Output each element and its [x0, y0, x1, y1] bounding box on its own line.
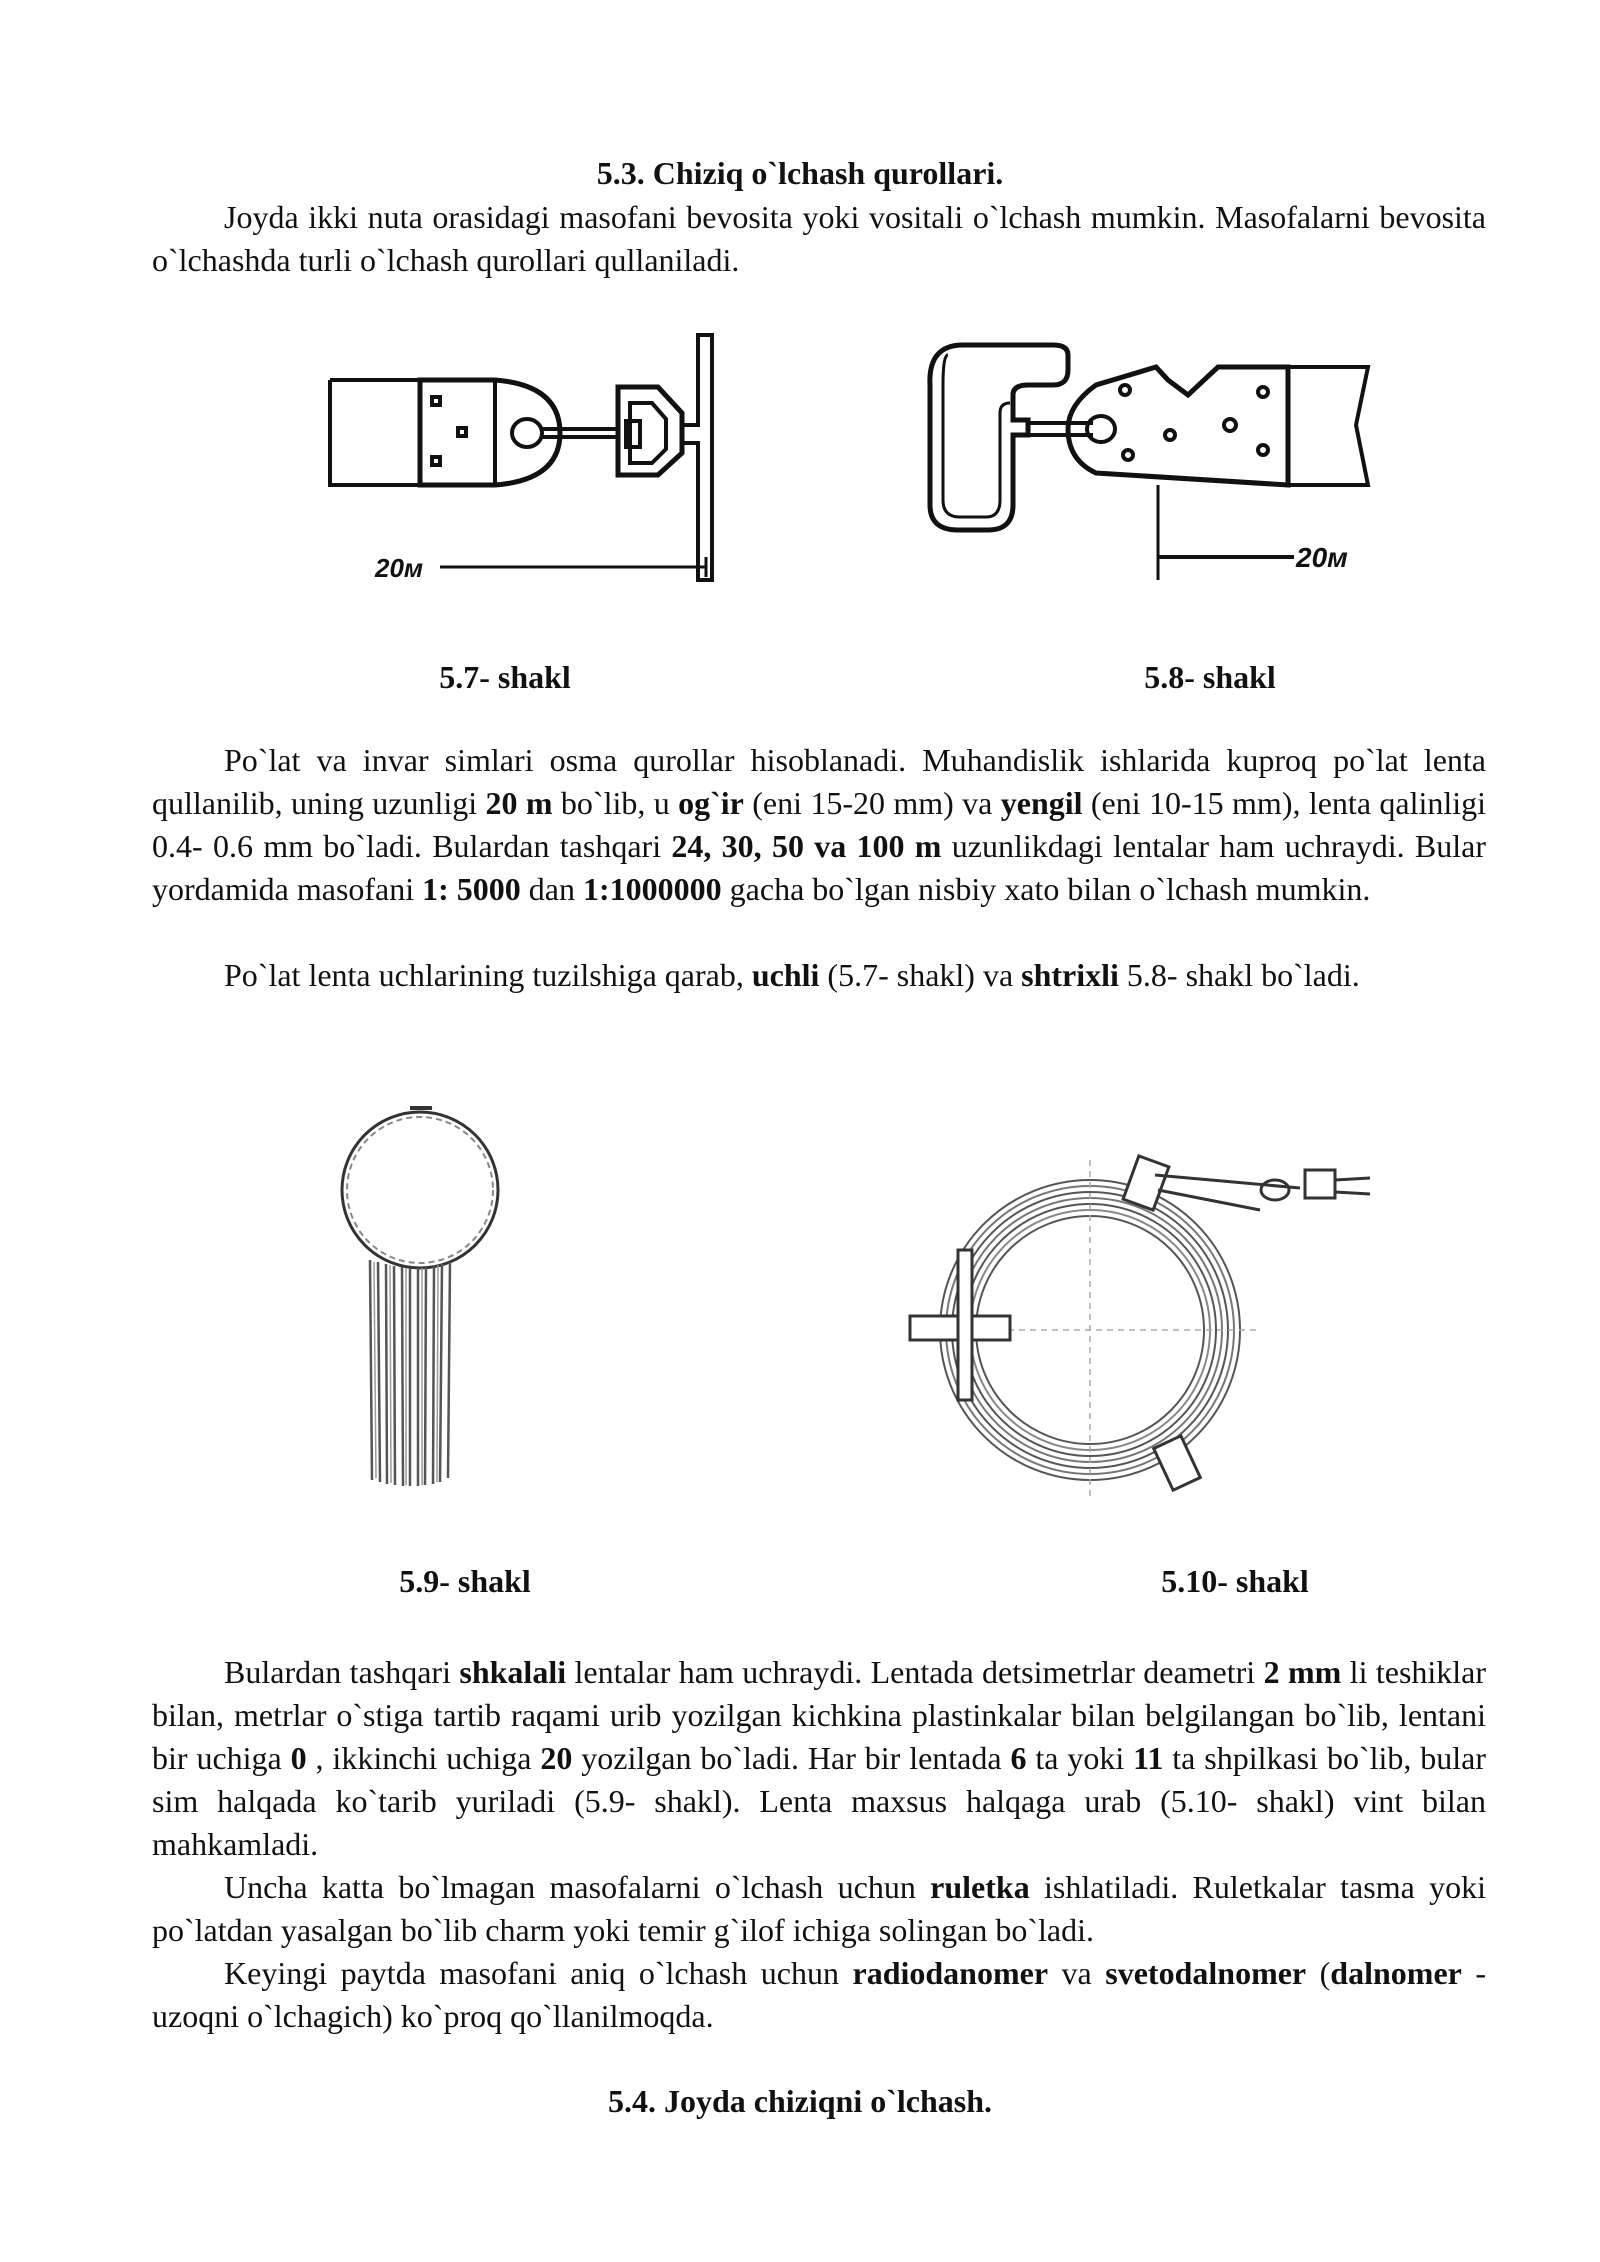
- scaled-tapes-paragraph: [152, 1651, 1486, 1866]
- bold-run: 0: [290, 1740, 307, 1776]
- bold-run: 20: [540, 1740, 573, 1776]
- caption-5-10: [1085, 1560, 1385, 1602]
- text-run: bo`lib, u: [552, 785, 679, 821]
- text-run: (eni 10-15 mm), lenta qalinligi 0.4- 0.6 mm bo`ladi. Bulardan tashqari: [152, 785, 1487, 864]
- bold-run: 6: [1010, 1740, 1027, 1776]
- text-run: lentalar ham uchraydi. Lentada detsimetrlar deametri: [566, 1654, 1264, 1690]
- bold-run: shtrixli: [1021, 957, 1119, 993]
- text-run: ta yoki: [1026, 1740, 1134, 1776]
- tapes-paragraph: [152, 739, 1486, 911]
- bold-run: 24, 30, 50 va 100 m: [671, 828, 942, 864]
- text-run: (eni 15-20 mm) va: [743, 785, 1001, 821]
- text-run: Po`lat va invar simlari osma qurollar hisoblanadi. Muhandislik ishlarida kuproq po`lat lenta qullanilib, uning uzunligi: [152, 742, 1486, 821]
- text-run: (: [1306, 1955, 1331, 1991]
- caption-text: 5.10- shakl: [1161, 1563, 1309, 1599]
- section-title: 5.3. Chiziq o`lchash qurollari.: [596, 155, 1004, 191]
- dimension-label: 20м: [375, 553, 424, 583]
- text-run: uzunlikdagi lentalar ham uchraydi. Bular yordamida masofani: [152, 828, 1487, 907]
- text-run: ta shpilkasi bo`lib, bular sim halqada ko`tarib yuriladi (5.9- shakl). Lenta maxsus halqaga urab (5.10- shakl) vint bilan mahkamladi.: [152, 1740, 1487, 1862]
- caption-text: 5.7- shakl: [439, 659, 571, 695]
- text-run: dan: [520, 871, 583, 907]
- text-run: - uzoqni o`lchagich) ko`proq qo`llanilmoqda.: [152, 1955, 1487, 2034]
- section-heading-5-4: [0, 2080, 1600, 2122]
- figure-5-8: [918, 325, 1378, 605]
- pins-on-ring-illustration: [320, 1080, 520, 1500]
- caption-text: 5.9- shakl: [399, 1563, 531, 1599]
- tape-end-pointed-illustration: [320, 325, 740, 605]
- figure-5-9: [320, 1080, 520, 1500]
- bold-run: 1: 5000: [422, 871, 521, 907]
- caption-5-7: [355, 656, 655, 698]
- tape-end-line-marked-illustration: [918, 325, 1378, 605]
- text-run: gacha bo`lgan nisbiy xato bilan o`lchash mumkin.: [721, 871, 1371, 907]
- text-run: Po`lat lenta uchlarining tuzilshiga qarab,: [224, 957, 752, 993]
- text-run: yozilgan bo`ladi. Har bir lentada: [572, 1740, 1011, 1776]
- text-run: Keyingi paytda masofani aniq o`lchash uchun: [224, 1955, 853, 1991]
- bold-run: uchli: [751, 957, 820, 993]
- bold-run: ruletka: [930, 1869, 1030, 1905]
- bold-run: yengil: [1000, 785, 1083, 821]
- bold-run: 20 m: [485, 785, 553, 821]
- text-run: ishlatiladi. Ruletkalar tasma yoki po`latdan yasalgan bo`lib charm yoki temir g`ilof ichiga solingan bo`ladi.: [152, 1869, 1487, 1948]
- bold-run: shkalali: [459, 1654, 567, 1690]
- bold-run: 2 mm: [1263, 1654, 1342, 1690]
- rangefinder-paragraph: [152, 1952, 1486, 2038]
- section-heading-5-3: [0, 152, 1600, 194]
- text-run: li teshiklar bilan, metrlar o`stiga tartib raqami urib yozilgan kichkina plastinkalar bilan belgilangan bo`lib, lentani bir uchiga: [152, 1654, 1487, 1776]
- caption-5-8: [1060, 656, 1360, 698]
- text-run: 5.8- shakl bo`ladi.: [1118, 957, 1360, 993]
- text-run: va: [1048, 1955, 1106, 1991]
- intro-paragraph: [152, 196, 1486, 282]
- text-run: Bulardan tashqari: [224, 1654, 460, 1690]
- intro-text: Joyda ikki nuta orasidagi masofani bevosita yoki vositali o`lchash mumkin. Masofalarni bevosita o`lchashda turli o`lchash qurollari qullaniladi.: [152, 199, 1486, 278]
- text-run: (5.7- shakl) va: [819, 957, 1022, 993]
- text-run: , ikkinchi uchiga: [306, 1740, 541, 1776]
- bold-run: radiodanomer: [852, 1955, 1049, 1991]
- tape-on-reel-illustration: [900, 1130, 1370, 1510]
- bold-run: svetodalnomer: [1105, 1955, 1307, 1991]
- caption-text: 5.8- shakl: [1144, 659, 1276, 695]
- figure-5-7: [320, 325, 740, 605]
- bold-run: 1:1000000: [583, 871, 722, 907]
- bold-run: 11: [1133, 1740, 1164, 1776]
- ruletka-paragraph: [152, 1866, 1486, 1952]
- dimension-label: 20м: [1296, 542, 1348, 573]
- section-title: 5.4. Joyda chiziqni o`lchash.: [607, 2083, 993, 2119]
- text-run: Uncha katta bo`lmagan masofalarni o`lchash uchun: [224, 1869, 931, 1905]
- tape-ends-paragraph: [152, 954, 1486, 997]
- figure-5-10: [900, 1130, 1370, 1510]
- caption-5-9: [315, 1560, 615, 1602]
- bold-run: dalnomer: [1330, 1955, 1462, 1991]
- bold-run: og`ir: [678, 785, 744, 821]
